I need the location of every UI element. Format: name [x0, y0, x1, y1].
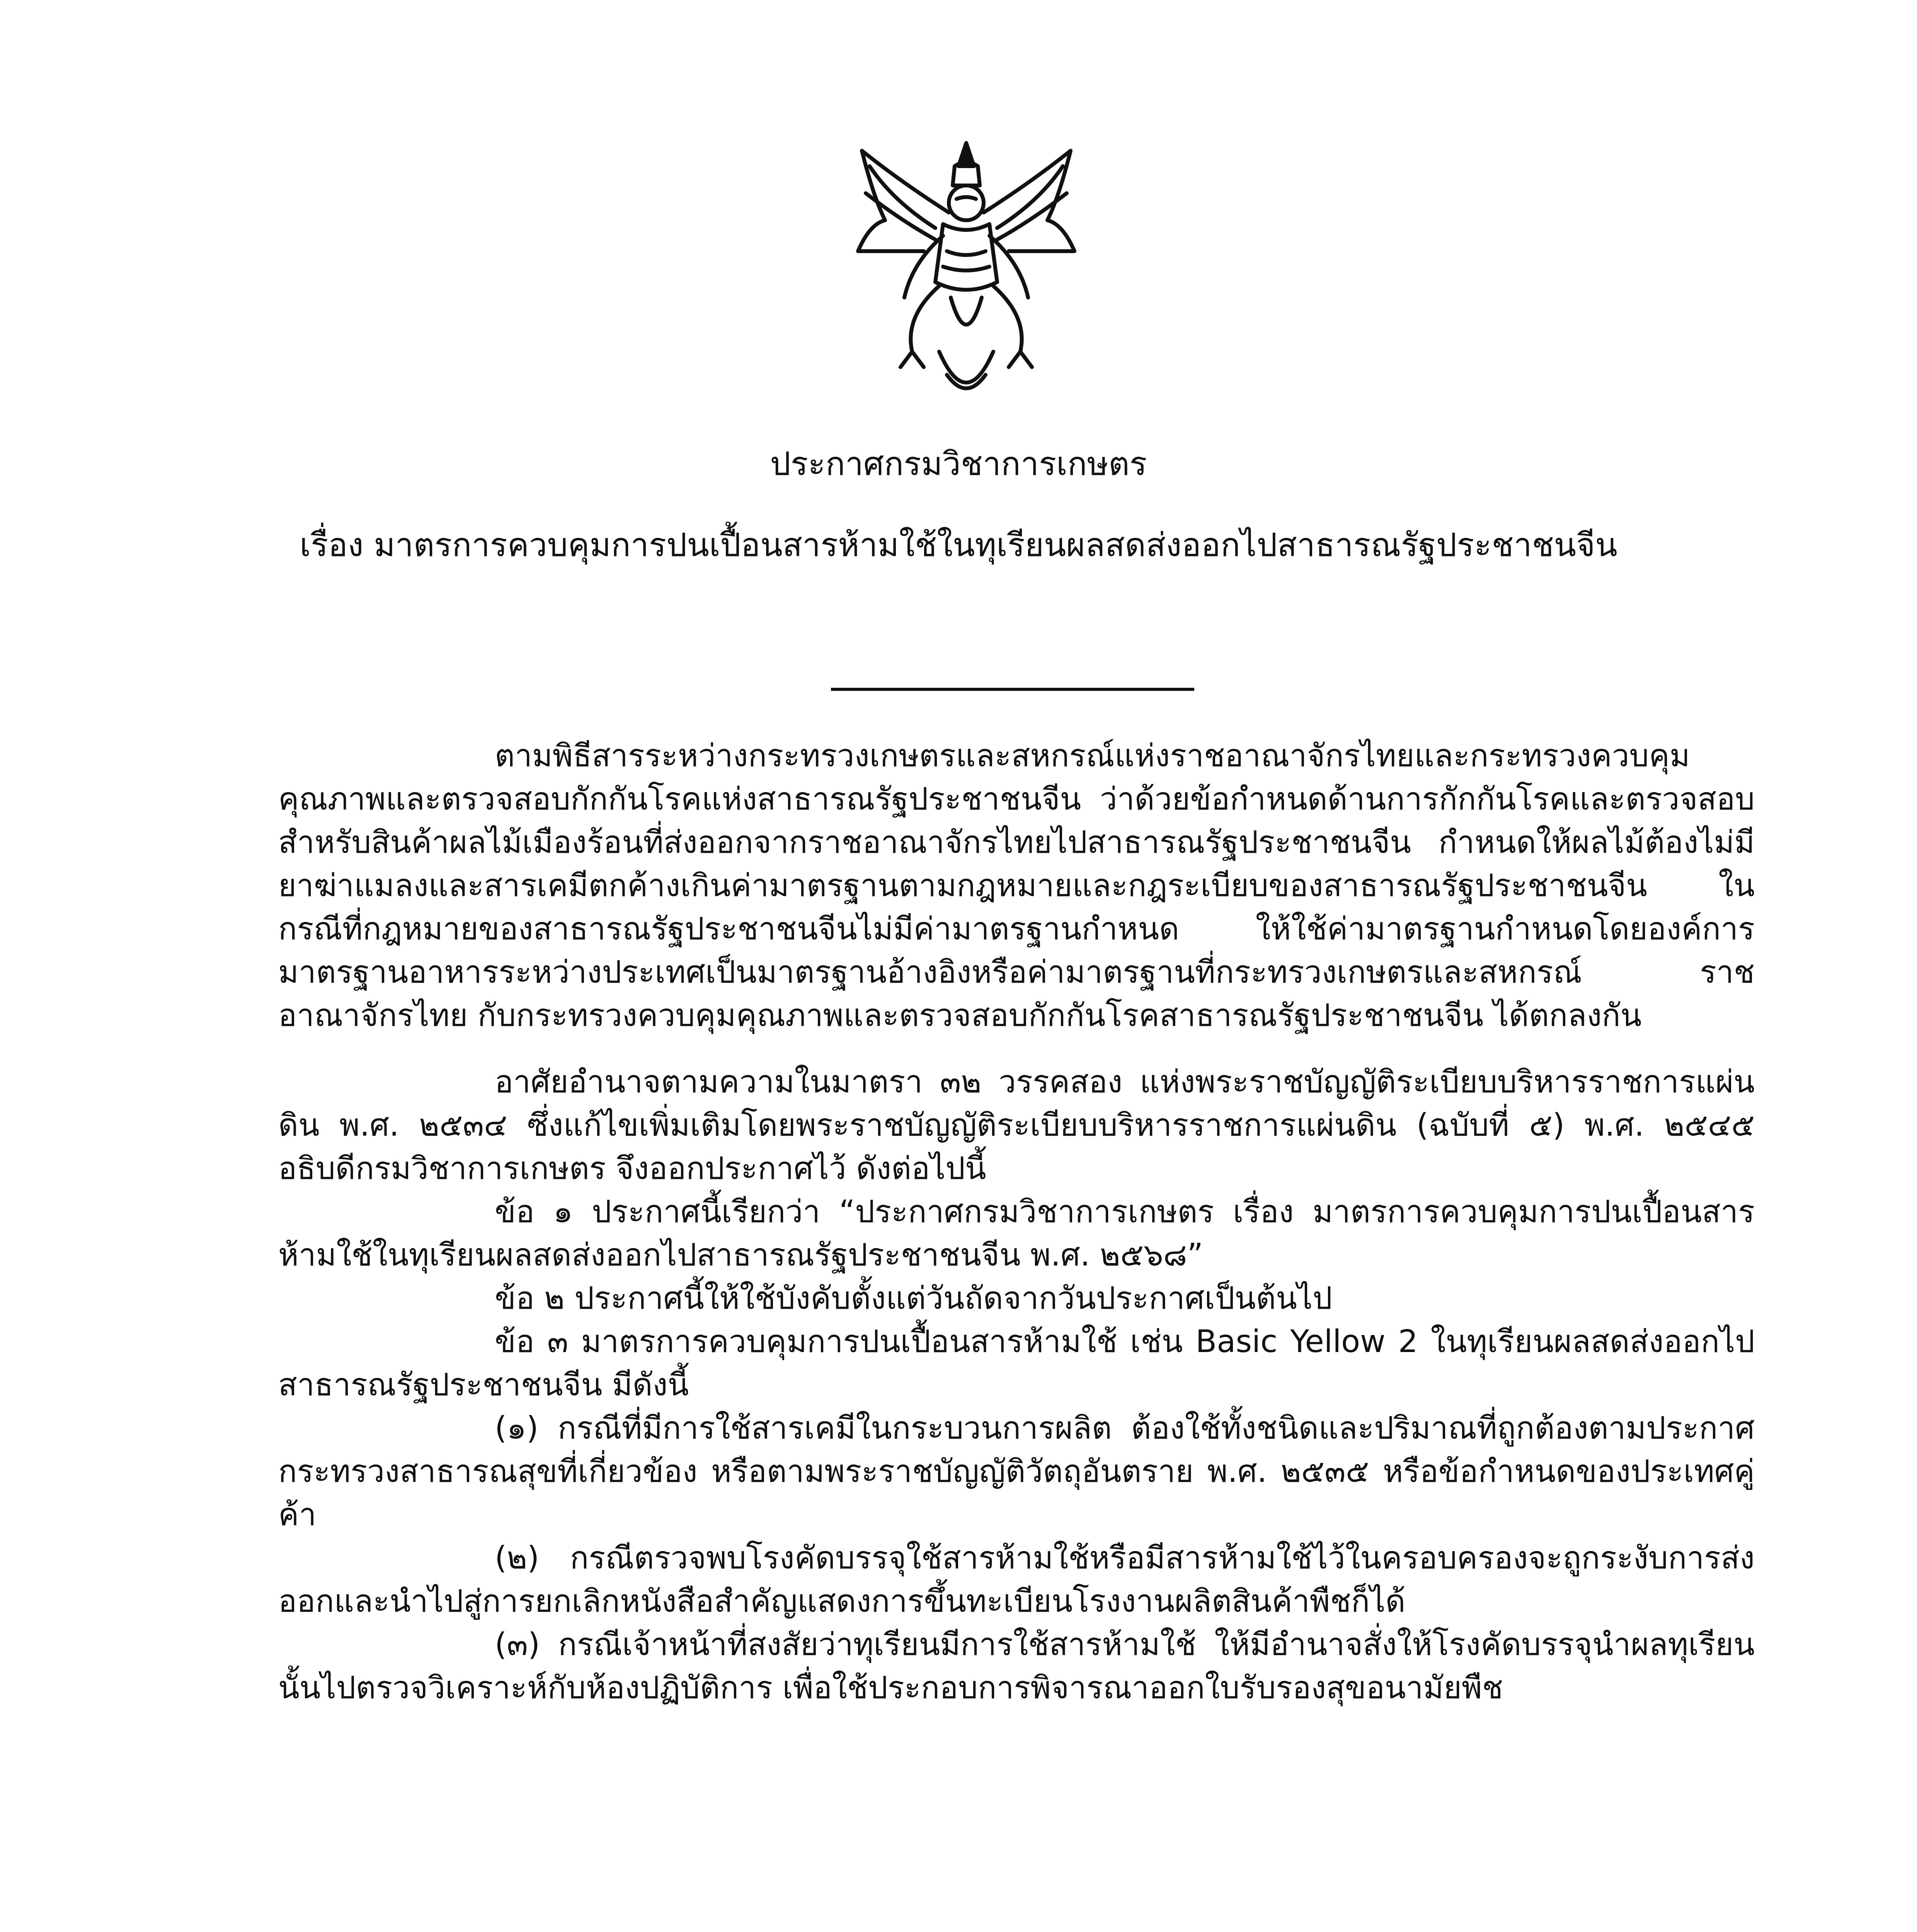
clause-1: ข้อ ๑ ประกาศนี้เรียกว่า “ประกาศกรมวิชาการเกษตร เรื่อง มาตรการควบคุมการปนเปื้อนสารห้ามใช้ในทุเรียนผลสดส่งออกไปสาธารณรัฐประชาชนจีน พ.ศ. ๒๕๖๘” — [278, 1194, 1755, 1273]
clause-2: ข้อ ๒ ประกาศนี้ให้ใช้บังคับตั้งแต่วันถัดจากวันประกาศเป็นต้นไป — [495, 1280, 1332, 1316]
paragraph-authority: อาศัยอำนาจตามความในมาตรา ๓๒ วรรคสอง แห่งพระราชบัญญัติระเบียบบริหารราชการแผ่นดิน พ.ศ. ๒๕๓๔ ซึ่งแก้ไขเพิ่มเติมโดยพระราชบัญญัติระเบียบบริหารราชการแผ่นดิน (ฉบับที่ ๕) พ.ศ. ๒๕๔๕ อธิบดีกรมวิชาการเกษตร จึงออกประกาศไว้ ดังต่อไปนี้ — [278, 1064, 1755, 1186]
subclause-1: (๑) กรณีที่มีการใช้สารเคมีในกระบวนการผลิต ต้องใช้ทั้งชนิดและปริมาณที่ถูกต้องตามประกาศกระทรวงสาธารณสุขที่เกี่ยวข้อง หรือตามพระราชบัญญัติวัตถุอันตราย พ.ศ. ๒๕๓๕ หรือข้อกำหนดของประเทศคู่ค้า — [278, 1410, 1755, 1532]
subclause-3: (๓) กรณีเจ้าหน้าที่สงสัยว่าทุเรียนมีการใช้สารห้ามใช้ ให้มีอำนาจสั่งให้โรงคัดบรรจุนำผลทุเรียนนั้นไปตรวจวิเคราะห์กับห้องปฏิบัติการ เพื่อใช้ประกอบการพิจารณาออกใบรับรองสุขอนามัยพืช — [278, 1626, 1755, 1706]
title-divider — [831, 688, 1194, 691]
clause-3: ข้อ ๓ มาตรการควบคุมการปนเปื้อนสารห้ามใช้ เช่น Basic Yellow 2 ในทุเรียนผลสดส่งออกไปสาธารณรัฐประชาชนจีน มีดังนี้ — [278, 1323, 1755, 1403]
paragraph-preamble: ตามพิธีสารระหว่างกระทรวงเกษตรและสหกรณ์แห่งราชอาณาจักรไทยและกระทรวงควบคุมคุณภาพและตรวจสอบกักกันโรคแห่งสาธารณรัฐประชาชนจีน ว่าด้วยข้อกำหนดด้านการกักกันโรคและตรวจสอบสำหรับสินค้าผลไม้เมืองร้อนที่ส่งออกจากราชอาณาจักรไทยไปสาธารณรัฐประชาชนจีน กำหนดให้ผลไม้ต้องไม่มียาฆ่าแมลงและสารเคมีตกค้างเกินค่ามาตรฐานตามกฎหมายและกฎระเบียบของสาธารณรัฐประชาชนจีน ในกรณีที่กฎหมายของสาธารณรัฐประชาชนจีนไม่มีค่ามาตรฐานกำหนด ให้ใช้ค่ามาตรฐานกำหนดโดยองค์การมาตรฐานอาหารระหว่างประเทศเป็นมาตรฐานอ้างอิงหรือค่ามาตรฐานที่กระทรวงเกษตรและสหกรณ์ ราชอาณาจักรไทย กับกระทรวงควบคุมคุณภาพและตรวจสอบกักกันโรคสาธารณรัฐประชาชนจีน ได้ตกลงกัน — [278, 738, 1755, 1033]
document-title: ประกาศกรมวิชาการเกษตร — [770, 445, 1147, 483]
document-subject: เรื่อง มาตรการควบคุมการปนเปื้อนสารห้ามใช้ในทุเรียนผลสดส่งออกไปสาธารณรัฐประชาชนจีน — [300, 526, 1617, 564]
document-body — [278, 734, 1755, 1709]
subclause-2: (๒) กรณีตรวจพบโรงคัดบรรจุใช้สารห้ามใช้หรือมีสารห้ามใช้ไว้ในครอบครองจะถูกระงับการส่งออกและนำไปสู่การยกเลิกหนังสือสำคัญแสดงการขึ้นทะเบียนโรงงานผลิตสินค้าพืชก็ได้ — [278, 1540, 1755, 1619]
garuda-emblem-icon — [846, 135, 1086, 413]
